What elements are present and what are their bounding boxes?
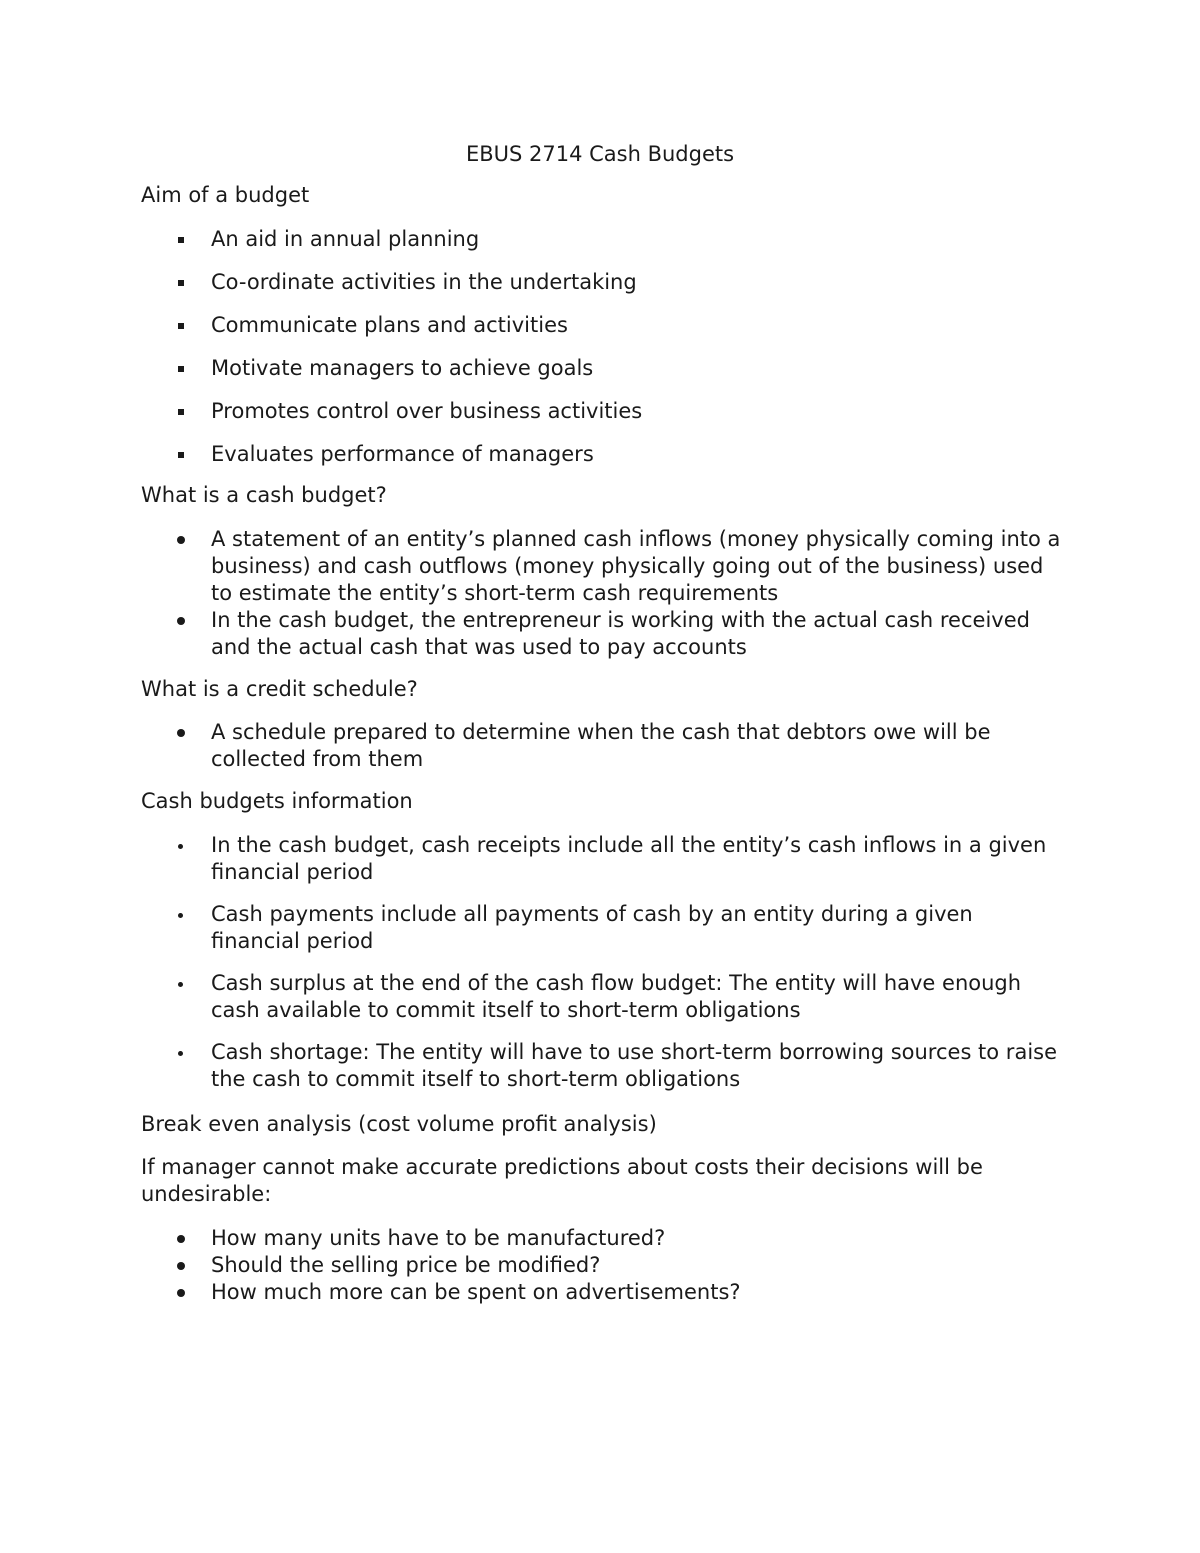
small-bullet-icon [175,970,189,997]
list-item-text: Co-ordinate activities in the undertaking [211,270,637,294]
section-heading-cash-budget: What is a cash budget? [141,483,387,507]
round-bullet-icon [175,607,189,634]
section-heading-credit-schedule: What is a credit schedule? [141,677,418,701]
list-item-text: In the cash budget, the entrepreneur is working with the actual cash received and the actual cash that was used to pay accounts [211,608,1030,659]
list-item-text: How much more can be spent on advertisements? [211,1280,741,1304]
break-even-list [0,1225,1200,1306]
credit-schedule-list [0,719,1200,773]
list-item [0,526,1061,607]
square-bullet-icon [175,398,189,425]
list-item [0,1039,1061,1093]
list-item [0,312,1061,339]
list-item-text: Communicate plans and activities [211,313,568,337]
round-bullet-icon [175,1225,189,1252]
list-item-text: Cash shortage: The entity will have to use short-term borrowing sources to raise the cash to commit itself to short-term obligations [211,1040,1058,1091]
section-heading-break-even: Break even analysis (cost volume profit analysis) [141,1112,657,1136]
list-item-text: A statement of an entity’s planned cash inflows (money physically coming into a business) and cash outflows (money physically going out of the business) used to estimate the entity’s short-term cash requirements [211,527,1061,605]
list-item [0,1279,1061,1306]
document-title: EBUS 2714 Cash Budgets [465,142,735,166]
small-bullet-icon [175,1039,189,1066]
list-item [0,832,1061,886]
list-item [0,441,1061,468]
square-bullet-icon [175,441,189,468]
round-bullet-icon [175,719,189,746]
round-bullet-icon [175,526,189,553]
cash-budget-list [0,526,1200,661]
list-item-text: Motivate managers to achieve goals [211,356,594,380]
round-bullet-icon [175,1252,189,1279]
list-item-text: An aid in annual planning [211,227,480,251]
list-item [0,226,1061,253]
list-item-text: Cash payments include all payments of cash by an entity during a given financial period [211,902,973,953]
list-item-text: How many units have to be manufactured? [211,1226,666,1250]
list-item [0,398,1061,425]
break-even-intro: If manager cannot make accurate predictions about costs their decisions will be undesirable: [141,1155,983,1206]
square-bullet-icon [175,312,189,339]
square-bullet-icon [175,226,189,253]
list-item [0,901,1061,955]
list-item [0,355,1061,382]
list-item [0,1252,1061,1279]
list-item [0,970,1061,1024]
list-item-text: A schedule prepared to determine when the cash that debtors owe will be collected from them [211,720,991,771]
square-bullet-icon [175,269,189,296]
list-item-text: Cash surplus at the end of the cash flow budget: The entity will have enough cash available to commit itself to short-term obligations [211,971,1022,1022]
list-item-text: Evaluates performance of managers [211,442,594,466]
square-bullet-icon [175,355,189,382]
small-bullet-icon [175,832,189,859]
list-item [0,1225,1061,1252]
list-item [0,607,1061,661]
section-heading-cash-info: Cash budgets information [141,789,413,813]
section-heading-aim: Aim of a budget [141,183,310,207]
list-item [0,719,1061,773]
list-item-text: In the cash budget, cash receipts include all the entity’s cash inflows in a given financial period [211,833,1047,884]
cash-info-list [0,832,1200,1108]
aim-list [0,226,1200,484]
list-item-text: Should the selling price be modified? [211,1253,601,1277]
list-item-text: Promotes control over business activities [211,399,643,423]
round-bullet-icon [175,1279,189,1306]
small-bullet-icon [175,901,189,928]
list-item [0,269,1061,296]
